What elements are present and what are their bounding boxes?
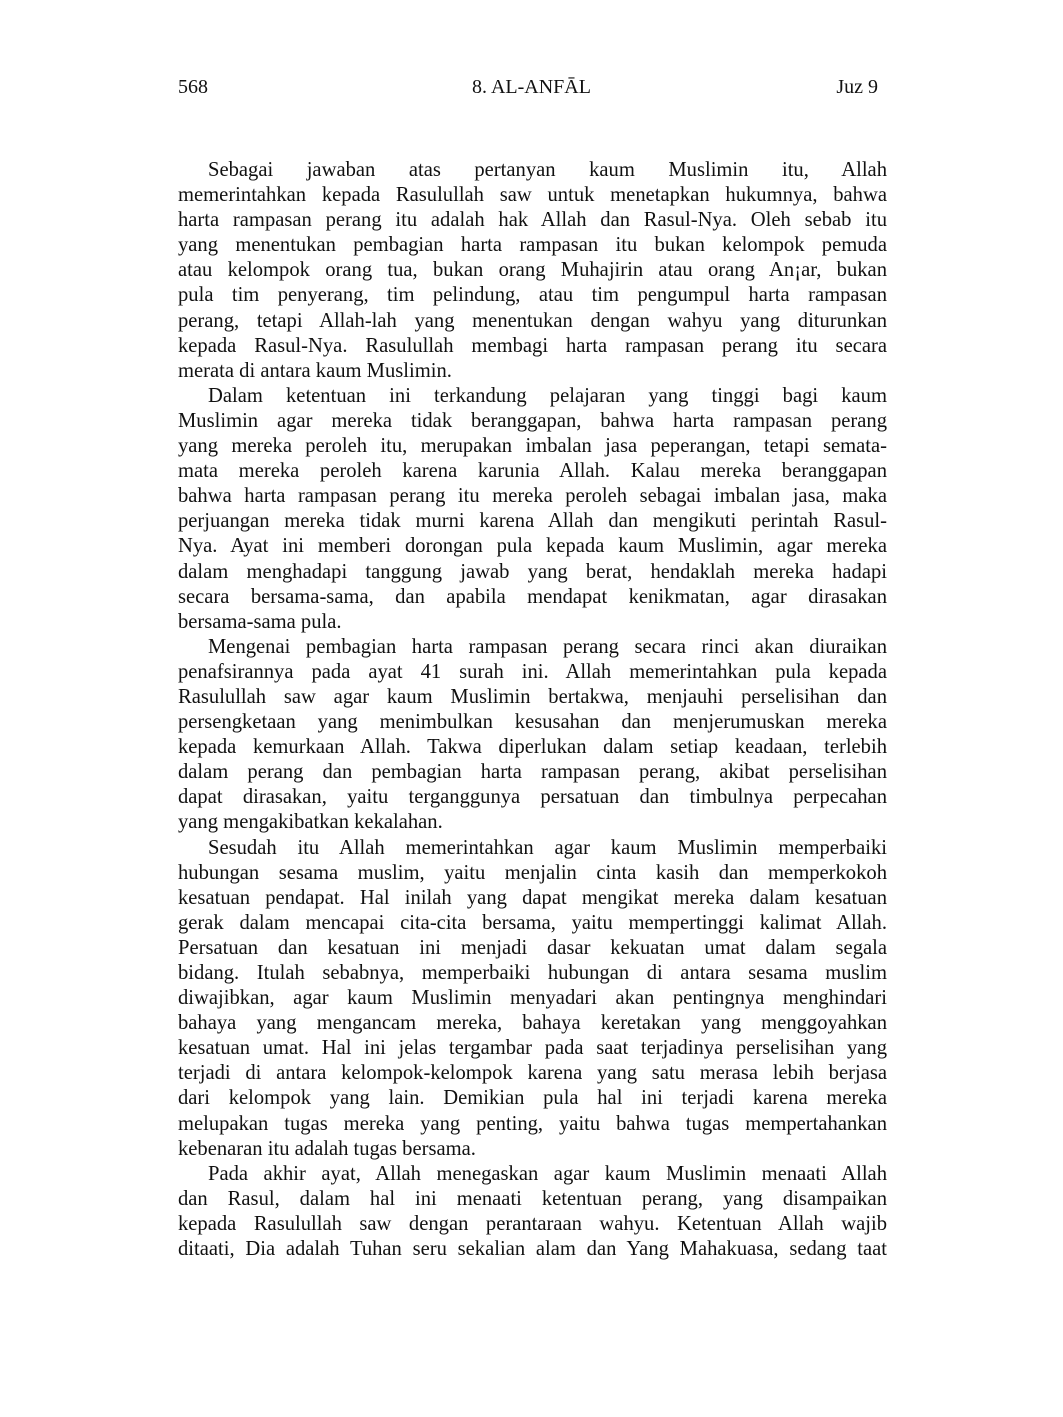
text-line: pula tim penyerang, tim pelindung, atau tim pengumpul harta rampasan — [178, 284, 887, 307]
text-line: secara bersama-sama, dan apabila mendapat kenikmatan, agar dirasakan — [178, 585, 887, 608]
text-line: perang, tetapi Allah-lah yang menentukan dengan wahyu yang diturunkan — [178, 309, 887, 332]
text-line: diwajibkan, agar kaum Muslimin menyadari akan pentingnya menghindari — [178, 987, 887, 1010]
text-line: persengketaan yang menimbulkan kesusahan dan menjerumuskan mereka — [178, 711, 887, 734]
text-line: dari kelompok yang lain. Demikian pula hal ini terjadi karena mereka — [178, 1087, 887, 1110]
text-line: dan Rasul, dalam hal ini menaati ketentuan perang, yang disampaikan — [178, 1187, 887, 1210]
text-line: dalam menghadapi tanggung jawab yang berat, hendaklah mereka hadapi — [178, 560, 887, 583]
text-line: Muslimin agar mereka tidak beranggapan, bahwa harta rampasan perang — [178, 409, 887, 432]
text-line: terjadi di antara kelompok-kelompok karena yang satu merasa lebih berjasa — [178, 1062, 887, 1085]
text-line: merata di antara kaum Muslimin. — [178, 359, 452, 382]
text-line: memerintahkan kepada Rasulullah saw untuk menetapkan hukumnya, bahwa — [178, 184, 887, 207]
text-line: Dalam ketentuan ini terkandung pelajaran yang tinggi bagi kaum — [208, 384, 887, 407]
text-line: harta rampasan perang itu adalah hak Allah dan Rasul-Nya. Oleh sebab itu — [178, 209, 887, 232]
text-line: kepada kemurkaan Allah. Takwa diperlukan dalam setiap keadaan, terlebih — [178, 736, 887, 759]
text-line: perjuangan mereka tidak murni karena Allah dan mengikuti perintah Rasul- — [178, 510, 887, 533]
text-line: bersama-sama pula. — [178, 610, 342, 633]
text-line: Sebagai jawaban atas pertanyan kaum Muslimin itu, Allah — [208, 159, 887, 181]
text-line: Nya. Ayat ini memberi dorongan pula kepada kaum Muslimin, agar mereka — [178, 535, 887, 558]
paragraph — [178, 384, 887, 635]
text-line: kebenaran itu adalah tugas bersama. — [178, 1137, 476, 1160]
text-line: penafsirannya pada ayat 41 surah ini. Allah memerintahkan pula kepada — [178, 660, 887, 683]
text-line: Pada akhir ayat, Allah menegaskan agar kaum Muslimin menaati Allah — [208, 1162, 887, 1185]
paragraph — [178, 635, 887, 836]
text-line: mata mereka peroleh karena karunia Allah. Kalau mereka beranggapan — [178, 460, 887, 483]
paragraph — [178, 158, 887, 384]
text-line: Persatuan dan kesatuan ini menjadi dasar kekuatan umat dalam segala — [178, 936, 887, 959]
text-line: yang mengakibatkan kekalahan. — [178, 811, 443, 834]
page-number: 568 — [178, 76, 208, 98]
running-title: 8. AL-ANFĀL — [472, 76, 591, 98]
text-line: Sesudah itu Allah memerintahkan agar kaum Muslimin memperbaiki — [208, 836, 887, 859]
text-line: atau kelompok orang tua, bukan orang Muhajirin atau orang An¡ar, bukan — [178, 259, 887, 282]
paragraph — [178, 836, 887, 1162]
text-line: kesatuan umat. Hal ini jelas tergambar pada saat terjadinya perselisihan yang — [178, 1037, 887, 1060]
text-line: bidang. Itulah sebabnya, memperbaiki hubungan di antara sesama muslim — [178, 962, 887, 984]
paragraph — [178, 1162, 887, 1262]
text-line: Rasulullah saw agar kaum Muslimin bertakwa, menjauhi perselisihan dan — [178, 685, 887, 708]
text-line: gerak dalam mencapai cita-cita bersama, yaitu mempertinggi kalimat Allah. — [178, 911, 887, 934]
body-text — [178, 158, 887, 1262]
text-line: ditaati, Dia adalah Tuhan seru sekalian alam dan Yang Mahakuasa, sedang taat — [178, 1238, 887, 1261]
text-line: Mengenai pembagian harta rampasan perang secara rinci akan diuraikan — [208, 635, 887, 658]
text-line: dalam perang dan pembagian harta rampasan perang, akibat perselisihan — [178, 761, 887, 784]
text-line: kepada Rasul-Nya. Rasulullah membagi harta rampasan perang itu secara — [178, 334, 887, 357]
text-line: kesatuan pendapat. Hal inilah yang dapat mengikat mereka dalam kesatuan — [178, 886, 887, 909]
text-line: melupakan tugas mereka yang penting, yaitu bahwa tugas mempertahankan — [178, 1112, 887, 1135]
text-line: kepada Rasulullah saw dengan perantaraan wahyu. Ketentuan Allah wajib — [178, 1212, 887, 1235]
text-line: yang mereka peroleh itu, merupakan imbalan jasa peperangan, tetapi semata- — [178, 435, 887, 458]
text-line: yang menentukan pembagian harta rampasan itu bukan kelompok pemuda — [178, 234, 887, 257]
text-line: hubungan sesama muslim, yaitu menjalin cinta kasih dan memperkokoh — [178, 861, 887, 884]
juz-label: Juz 9 — [836, 76, 878, 98]
text-line: bahwa harta rampasan perang itu mereka peroleh sebagai imbalan jasa, maka — [178, 485, 887, 508]
text-line: bahaya yang mengancam mereka, bahaya keretakan yang menggoyahkan — [178, 1012, 887, 1035]
text-line: dapat dirasakan, yaitu terganggunya persatuan dan timbulnya perpecahan — [178, 786, 887, 809]
